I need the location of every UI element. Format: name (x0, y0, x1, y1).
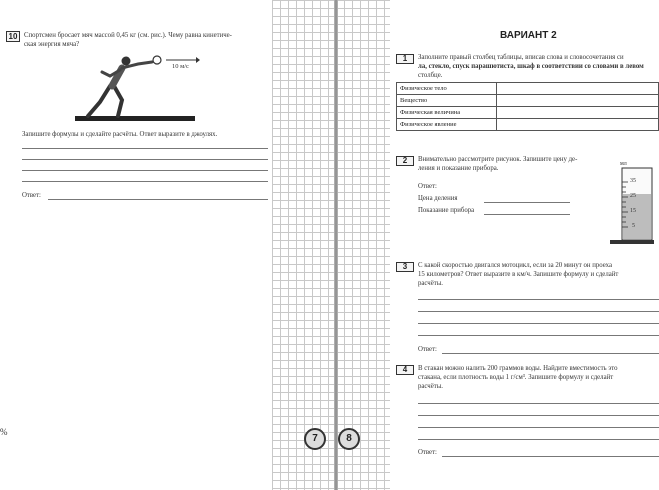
task-1-line-2: ла, стекло, спуск парашютиста, шкаф в соответствии со словами в левом (418, 63, 644, 70)
answer-line[interactable] (418, 403, 659, 404)
cylinder-unit: мл (620, 161, 627, 167)
answer-line[interactable] (418, 415, 659, 416)
task-4-line-2: стакана, если плотность воды 1 г/см³. Запишите формулу и сделайт (418, 374, 614, 381)
table-row (397, 107, 659, 119)
task-10-line-2: ская энергия мяча? (24, 41, 80, 48)
table-row (397, 119, 659, 131)
task-4-text (418, 364, 659, 391)
task-1-text (418, 53, 659, 80)
cylinder-tick: 5 (632, 223, 635, 229)
answer-line[interactable] (22, 159, 268, 160)
grid-page (272, 0, 390, 490)
table-cell-label: Вещество (397, 95, 497, 107)
answer-line[interactable] (418, 311, 659, 312)
task-10-instruction: Запишите формулы и сделайте расчёты. Ответ выразите в джоулях. (22, 131, 218, 138)
cylinder-tick: 35 (630, 178, 636, 184)
margin-mark: % (0, 427, 8, 437)
task-4-answer-label: Ответ: (418, 449, 437, 456)
task-10-text (24, 31, 269, 49)
table-cell-answer[interactable] (497, 107, 659, 119)
cylinder-tick: 15 (630, 208, 636, 214)
division-label: Цена деления (418, 195, 458, 202)
task-2-line-2: ления и показание прибора. (418, 165, 499, 172)
table-row (397, 95, 659, 107)
reading-label: Показание прибора (418, 207, 475, 214)
task-10-number: 10 (6, 31, 20, 42)
table-cell-answer[interactable] (497, 119, 659, 131)
task-4-answer-field[interactable] (442, 456, 659, 457)
answer-line[interactable] (418, 439, 659, 440)
right-page (390, 0, 659, 490)
task-1-line-1: Заполните правый столбец таблицы, вписав слова и словосочетания си (418, 54, 624, 61)
answer-line[interactable] (418, 299, 659, 300)
division-answer-field[interactable] (484, 202, 570, 203)
task-3-line-1: С какой скоростью двигался мотоцикл, если за 20 минут он проеха (418, 262, 612, 269)
task-2-answer-label: Ответ: (418, 183, 437, 190)
answer-line[interactable] (418, 427, 659, 428)
answer-line[interactable] (418, 335, 659, 336)
left-page (0, 0, 272, 490)
answer-line[interactable] (418, 323, 659, 324)
table-cell-label: Физическое явление (397, 119, 497, 131)
table-cell-answer[interactable] (497, 83, 659, 95)
task-3-answer-field[interactable] (442, 353, 659, 354)
answer-line[interactable] (22, 148, 268, 149)
task-4-number: 4 (396, 365, 414, 375)
task-10-answer-label: Ответ: (22, 192, 41, 199)
measuring-cylinder (608, 160, 658, 246)
task-1-number: 1 (396, 54, 414, 64)
speed-label: 10 м/с (172, 63, 189, 70)
answer-line[interactable] (22, 181, 268, 182)
task-2-text (418, 155, 608, 173)
answer-line[interactable] (22, 170, 268, 171)
task-3-line-2: 15 километров? Ответ выразите в км/ч. Запишите формулу и сделайт (418, 271, 619, 278)
task-10-answer-field[interactable] (48, 199, 268, 200)
variant-title: ВАРИАНТ 2 (500, 30, 557, 41)
table-cell-label: Физическая величина (397, 107, 497, 119)
table-cell-answer[interactable] (497, 95, 659, 107)
task-4-line-1: В стакан можно налить 200 граммов воды. Найдите вместимость это (418, 365, 618, 372)
task-1-table (396, 82, 659, 131)
task-3-answer-label: Ответ: (418, 346, 437, 353)
page-number-7: 7 (304, 428, 326, 450)
task-4-line-3: расчёты. (418, 383, 443, 390)
task-10-line-1: Спортсмен бросает мяч массой 0,45 кг (см. рис.). Чему равна кинетиче- (24, 32, 232, 39)
task-3-text (418, 261, 659, 288)
task-1-line-3: столбце. (418, 72, 443, 79)
book-spine (334, 0, 338, 490)
task-2-line-1: Внимательно рассмотрите рисунок. Запишите цену де- (418, 156, 578, 163)
table-row (397, 83, 659, 95)
reading-answer-field[interactable] (484, 214, 570, 215)
page-number-8: 8 (338, 428, 360, 450)
task-3-number: 3 (396, 262, 414, 272)
cylinder-tick: 25 (630, 193, 636, 199)
task-3-line-3: расчёты. (418, 280, 443, 287)
table-cell-label: Физическое тело (397, 83, 497, 95)
task-2-number: 2 (396, 156, 414, 166)
